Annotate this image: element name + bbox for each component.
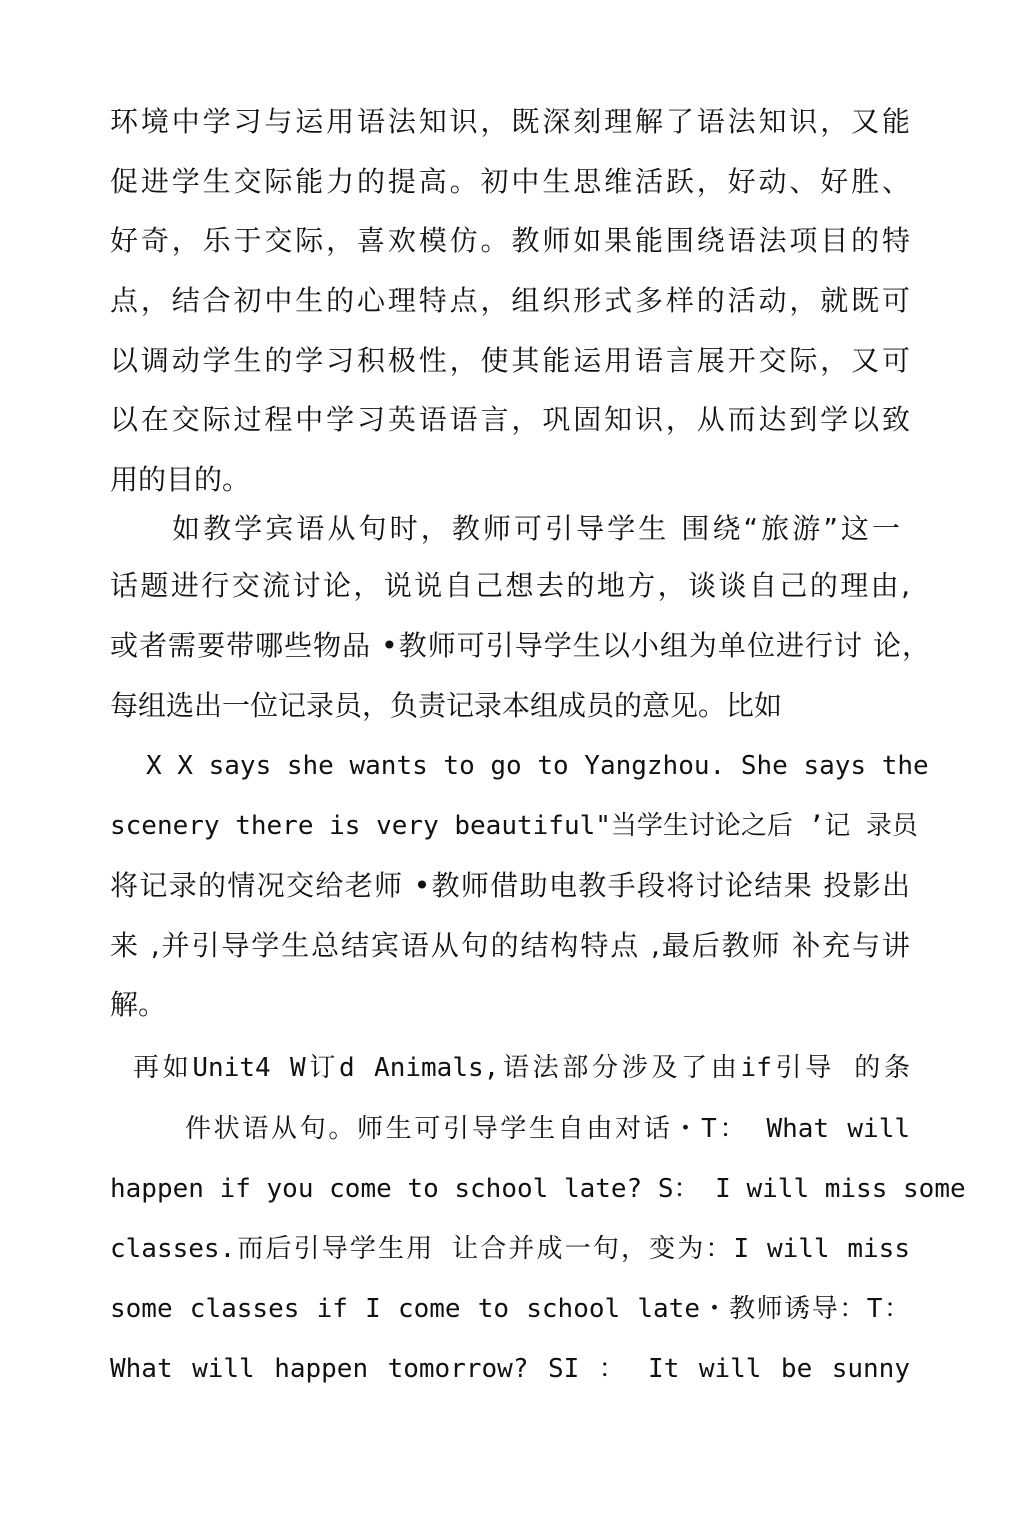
paragraph-line-3: 好奇，乐于交际，喜欢模仿。教师如果能围绕语法项目的特 <box>110 224 910 257</box>
paragraph-line-21: some classes if I come to school late・教师诱导：T： <box>110 1294 910 1324</box>
paragraph-line-12: X X says she wants to go to Yangzhou. She says the <box>146 751 929 781</box>
paragraph-line-11: 每组选出一位记录员，负责记录本组成员的意见。比如 <box>110 689 783 722</box>
paragraph-line-15: 来 ,并引导学生总结宾语从句的结构特点 ,最后教师 补充与讲 <box>110 929 910 962</box>
paragraph-line-7: 用的目的。 <box>110 463 251 496</box>
paragraph-line-19: happen if you come to school late? S： I will miss some <box>110 1174 966 1204</box>
paragraph-line-1: 环境中学习与运用语法知识，既深刻理解了语法知识，又能 <box>110 105 910 138</box>
paragraph-line-8: 如教学宾语从句时，教师可引导学生 围绕“旅游”这一 <box>172 512 900 545</box>
paragraph-line-9: 话题进行交流讨论，说说自己想去的地方，谈谈自己的理由, <box>110 569 910 602</box>
paragraph-line-22: What will happen tomorrow? SI ： It will be sunny <box>110 1354 910 1384</box>
paragraph-line-14: 将记录的情况交给老师 •教师借助电教手段将讨论结果 投影出 <box>110 869 910 902</box>
paragraph-line-5: 以调动学生的学习积极性，使其能运用语言展开交际，又可 <box>110 344 910 377</box>
paragraph-line-6: 以在交际过程中学习英语语言，巩固知识，从而达到学以致 <box>110 403 910 436</box>
paragraph-line-2: 促进学生交际能力的提高。初中生思维活跃，好动、好胜、 <box>110 165 910 198</box>
paragraph-line-10: 或者需要带哪些物品 •教师可引导学生以小组为单位进行讨 论， <box>110 629 930 662</box>
paragraph-line-4: 点，结合初中生的心理特点，组织形式多样的活动，就既可 <box>110 284 910 317</box>
paragraph-line-18: 件状语从句。师生可引导学生自由对话・T： What will <box>185 1114 910 1144</box>
paragraph-line-13: scenery there is very beautiful"当学生讨论之后 ’记 录员 <box>110 811 918 841</box>
paragraph-line-16: 解。 <box>110 988 167 1021</box>
paragraph-line-20: classes.而后引导学生用 让合并成一句，变为：I will miss <box>110 1234 910 1264</box>
paragraph-line-17: 再如Unit4 W订d Animals,语法部分涉及了由if引导 的条 <box>133 1053 910 1083</box>
